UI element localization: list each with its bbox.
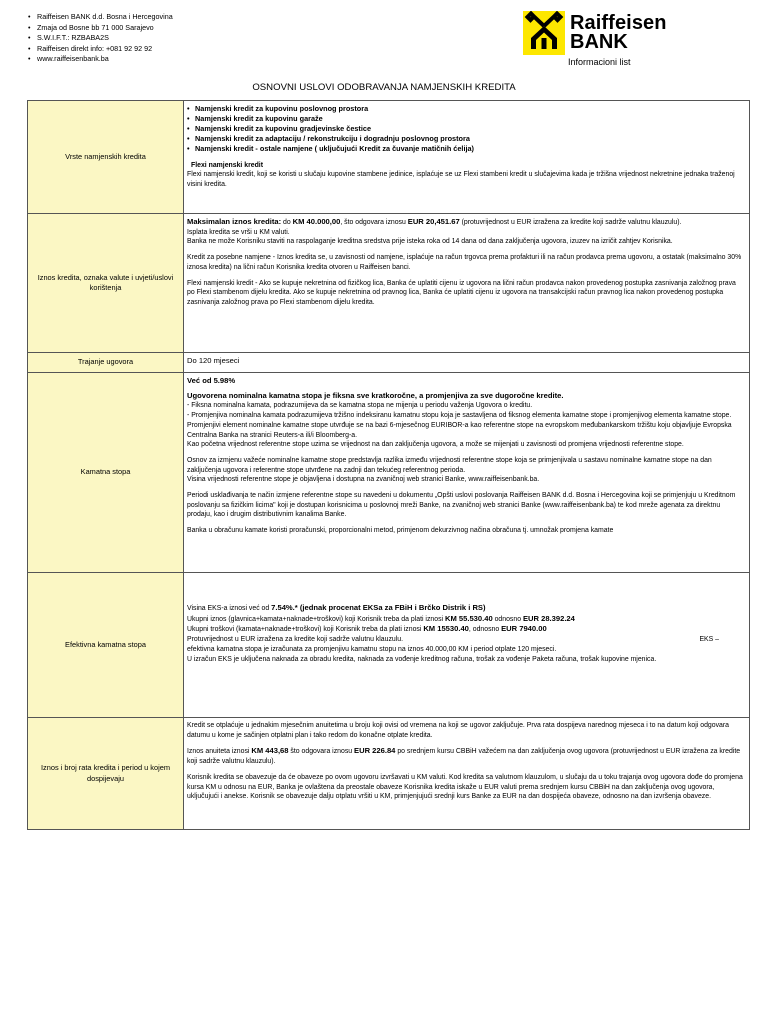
row-label: Efektivna kamatna stopa [28,573,184,717]
eks-value: Visina EKS-a iznosi već od 7.54%.* (jednak procenat EKSa za FBiH i Brčko Distrik i RS) [187,603,486,612]
row-content [184,214,749,352]
rate-basis-note: Osnov za izmjenu važeće nominalne kamatne stope predstavlja razlika između vrijednosti referentne stope koja se primjenjivala u sastavu nominalne kamatne stope na dan zaključenja ugovora i referentne stope utvrđene na zadnji dan tekućeg referentnog perioda. [187,456,712,474]
rate-calc-note: Banka u obračunu kamate koristi proračunski, proporcionalni metod, primjenom dekurzivnog načina obračuna tj. umnožak promjena kamate [187,527,614,535]
rate-published-note: Visina vrijednosti referentne stope je objavljena i dostupna na zvaničnoj web stranici Banke, www.raiffeisenbank.ba. [187,476,540,484]
row-content [184,101,749,213]
initial-rate-note: Kao početna vrijednost referentne stope uzima se vrijednost na dan zaključenja ugovora, a može se mijenjati u zavisnosti od promjena vrijednosti referentne stope. [187,441,684,449]
annuity-amount: Iznos anuiteta iznosi KM 443,68 što odgovara iznosu EUR 226.84 po srednjem kursu CBBiH važećem na dan zaključenja ovog ugovora (protuvrijednost u EUR izražena za kredite koji sadrže valutnu klauzulu). [187,746,741,766]
list-item: • Namjenski kredit za kupovinu garaže [187,114,745,124]
table-row-installments [28,718,749,829]
list-item: • Namjenski kredit za kupovinu poslovnog prostora [187,104,745,114]
table-row-loan-types [28,101,749,214]
total-costs: Ukupni troškovi (kamata+naknade+troškovi) koji Korisnik treba da plati iznosi KM 15530.40, odnosno EUR 7940.00 [187,624,547,634]
row-label: Vrste namjenskih kredita [28,101,184,213]
logo-wordmark-raiffeisen: Raiffeisen [570,12,667,34]
flexi-note: Flexi namjenski kredit - Ako se kupuje nekretnina od fizičkog lica, Banka će uplatiti cijenu iz ugovora na lični račun prodavca nakon provedenog postupka zasnivanja založnog prava po Flexi stambenom dijelu kredita. Ako se kupuje nekretnina od pravnog lica, Banka će uplatiti cijenu iz ugovora na transakcijski račun pravnog lica nakon provedenog postupka zasnivanja založnog prava po Flexi stambenom dijelu kredita. [187,279,736,306]
conditions-table [27,100,750,830]
currency-obligation-note: Korisnik kredita se obavezuje da će obaveze po ovom ugovoru izvršavati u KM valuti. Kod kredita sa valutnom klauzulom, u slučaju da u toku trajanja ovog ugovora dođe do promjena kursa KM u odnosu na EUR, Banka je ovlaštena da preostale obaveze Korisnika kredita iskaže u EUR valuti prema srednjem kursu CBBiH na dan zaključenja ovog ugovora, uključujući i anekse. Korisnik se obavezuje dalju otplatu vršiti u KM, primjenjujući srednji kurs Banke za EUR na dan dospijeća obaveze, odnosno na dan izvršenja obaveze. [187,773,743,801]
row-content [184,718,749,829]
table-row-loan-amount [28,214,749,353]
duration-value: Do 120 mjeseci [187,356,240,365]
table-row-duration [28,353,749,373]
logo-wordmark-bank: BANK [570,31,628,53]
flexi-description: Flexi namjenski kredit, koji se koristi u slučaju kupovine stambene jedinice, isplaćuje se uz Flexi stambeni kredit u slučajevima kada je tržišna vrijednost nekretnine jednaka traženoj visini kredita. [187,171,735,188]
contact-link[interactable]: • www.raiffeisenbank.ba [28,54,173,65]
eks-includes-note: U izračun EKS je uključena naknada za obradu kredita, naknada za vođenje kreditnog računa, trošak za vođenje Paketa računa, trošak kupovine mjenica. [187,655,657,663]
rate-headline: Ugovorena nominalna kamatna stopa je fiksna sve kratkoročne, a promjenjiva za sve dugoročne kredite. [187,390,564,400]
row-label: Iznos kredita, oznaka valute i uvjeti/uslovi korištenja [28,214,184,352]
total-amount: Ukupni iznos (glavnica+kamata+naknade+troškovi) koji Korisnik treba da plati iznosi KM 55.530.40 odnosno EUR 28.392.24 [187,613,575,623]
raiffeisen-logo [523,11,703,63]
contact-line: • S.W.I.F.T.: RZBABA2S [28,33,173,44]
fixed-rate-note: - Fiksna nominalna kamata, podrazumijeva da se kamatna stopa ne mijenja u periodu važenja Ugovora o kreditu. [187,402,533,410]
contact-line: • Raiffeisen BANK d.d. Bosna i Hercegovina [28,12,173,23]
special-purpose-note: Kredit za posebne namjene - Iznos kredita se, u zavisnosti od namjene, isplaćuje na račun trgovca prema profakturi ili na račun prodavca prema ugovoru, a ostatak (maksimalno 30% iznosa kredita) na lični račun Korisnika kredita otvoren u Raiffeisen banci. [187,254,742,271]
raiffeisen-gable-icon [523,11,565,55]
eks-calc-note: efektivna kamatna stopa je izračunata za promjenjivu kamatnu stopu na iznos 40.000,00 KM i period otplate 120 mjeseci. [187,645,557,653]
table-row-effective-rate [28,573,749,718]
document-type: Informacioni list [568,57,631,67]
list-item: • Namjenski kredit - ostale namjene ( uključujući Kredit za čuvanje matičnih ćelija) [187,144,745,154]
row-content [184,573,749,717]
rate-value: Već od 5.98% [187,376,236,385]
max-amount: Maksimalan iznos kredita: do KM 40.000,00, što odgovara iznosu EUR 20,451.67 (protuvrijednost u EUR izražena za kredite koji sadrže valutnu klauzulu). [187,217,682,226]
row-content [184,353,749,372]
row-label: Kamatna stopa [28,373,184,572]
row-label: Trajanje ugovora [28,353,184,372]
bank-contact-list [28,12,173,65]
contact-line: • Zmaja od Bosne bb 71 000 Sarajevo [28,23,173,34]
flexi-title: Flexi namjenski kredit [191,161,263,169]
fx-note: Protuvrijednost u EUR izražena za kredite koji sadrže valutnu klauzulu. EKS – [187,636,719,644]
repayment-note: Kredit se otplaćuje u jednakim mjesečnim anuitetima u broju koji ovisi od vremena na koji se ugovor zaključuje. Prva rata dospijeva narednog mjeseca i to na datum koji odgovara datumu u kome je sačinjen otplatni plan i tako redom do konačne otplate kredita. [187,722,729,739]
table-row-interest-rate [28,373,749,573]
list-item: • Namjenski kredit za adaptaciju / rekonstrukciju i dogradnju poslovnog prostora [187,134,745,144]
list-item: • Namjenski kredit za kupovinu gradjevinske čestice [187,124,745,134]
row-label: Iznos i broj rata kredita i period u kojem dospijevaju [28,718,184,829]
payout-currency: Isplata kredita se vrši u KM valuti. [187,228,290,236]
rate-periods-note: Periodi usklađivanja te način izmjene referentne stope su navedeni u dokumentu „Opšti uslovi poslovanja Raiffeisen BANK d.d. Bosna i Hercegovina koji se primjenjuju u Kreditnom poslovanju sa fizičkim licima" koji je dostupan korisnicima u poslovnoj mreži Banke, na zvaničnoj web stranici Banke (www.raiffeisenbank.ba) te kod mreže agenata za direktnu prodaju, kao i drugim distributivnim kanalima Banke. [187,492,736,519]
variable-rate-note: - Promjenjiva nominalna kamata podrazumijeva tržišno indeksiranu kamatnu stopu koja je sastavljena od fiksnog elementa kamatne stope i promjenjivog elementa kamatne stope. Promjenjivi element nominalne kamatne stope utvrđuje se na bazi 6-mjesečnog EURIBOR-a kao referentne stope na evropskom međubankarskom tržištu koju objavljuje Evropska Centralna Banka na stranici Reuters-a ili/i Bloomberg-a. [187,412,732,439]
page-title: OSNOVNI USLOVI ODOBRAVANJA NAMJENSKIH KREDITA [252,82,516,93]
row-content [184,373,749,572]
bank-note: Banka ne može Korisniku staviti na raspolaganje kreditna sredstva prije isteka roka od 14 dana od dana zaključenja ugovora, izuzev na izričit zahtjev Korisnika. [187,238,673,246]
contact-line: • Raiffeisen direkt info: +081 92 92 92 [28,44,173,55]
